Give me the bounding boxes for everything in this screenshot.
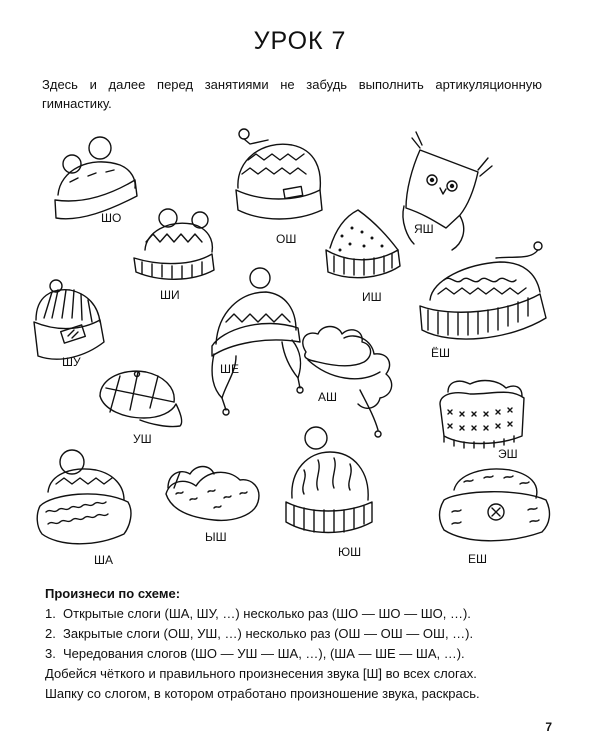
syllable-label: ЭШ	[498, 447, 518, 461]
instruction-number: 3.	[45, 646, 56, 661]
hat-ysh-icon	[166, 467, 259, 521]
instruction-text: Чередования слогов (ШО — УШ — ША, …), (ША — ШЕ — ША, …).	[63, 646, 465, 661]
instruction-number: 2.	[45, 626, 56, 641]
intro-text: Здесь и далее перед занятиями не забудь выполнить артикуляционную гимнастику.	[42, 77, 542, 111]
syllable-label: ШЕ	[220, 362, 240, 376]
hat-shu-icon	[34, 280, 104, 359]
hat-osh-icon	[236, 129, 322, 219]
syllable-label: ЯШ	[414, 222, 434, 236]
syllable-label: ЫШ	[205, 530, 227, 544]
syllable-label: ША	[94, 553, 114, 567]
lesson-title: УРОК 7	[253, 27, 347, 55]
syllable-label: ЁШ	[431, 346, 451, 360]
hat-ash-icon	[303, 327, 392, 438]
syllable-label: ШО	[101, 211, 122, 225]
syllable-label: ИШ	[362, 290, 382, 304]
instruction-text: Закрытые слоги (ОШ, УШ, …) несколько раз (ОШ — ОШ — ОШ, …).	[63, 626, 474, 641]
syllable-label: ЮШ	[338, 545, 362, 559]
syllable-label: УШ	[133, 432, 152, 446]
syllable-label: ОШ	[276, 232, 297, 246]
syllable-label: АШ	[318, 390, 338, 404]
hat-ish-icon	[326, 210, 400, 278]
hat-shi-icon	[134, 209, 214, 279]
instruction-paragraph: Добейся чёткого и правильного произнесения звука [Ш] во всех слогах.	[45, 666, 477, 681]
hat-sha-icon	[37, 450, 131, 544]
hat-yush-icon	[286, 427, 372, 533]
instructions	[45, 584, 555, 704]
syllable-label: ШУ	[62, 355, 81, 369]
hat-esh-icon	[440, 381, 524, 448]
hat-yosh-icon	[420, 242, 546, 339]
syllable-label: ШИ	[160, 288, 180, 302]
instructions-heading: Произнеси по схеме:	[45, 586, 181, 601]
instruction-item	[45, 604, 555, 624]
instruction-paragraph: Шапку со слогом, в котором отработано произношение звука, раскрась.	[45, 686, 480, 701]
syllable-label: ЕШ	[468, 552, 488, 566]
hat-yesh-icon	[440, 469, 550, 541]
hat-sho-icon	[55, 137, 137, 219]
hat-she-icon	[212, 268, 303, 415]
page-number: 7	[545, 720, 552, 734]
instruction-item	[45, 644, 555, 664]
instruction-text: Открытые слоги (ША, ШУ, …) несколько раз (ШО — ШО — ШО, …).	[63, 606, 471, 621]
instruction-item	[45, 624, 555, 644]
hat-ush-icon	[100, 371, 182, 426]
instruction-number: 1.	[45, 606, 56, 621]
